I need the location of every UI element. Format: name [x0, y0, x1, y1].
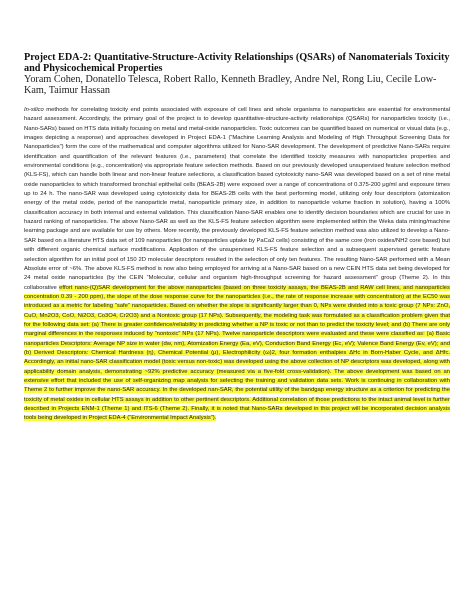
header-block — [24, 52, 450, 96]
author-list: Yoram Cohen, Donatello Telesca, Robert Rallo, Kenneth Bradley, Andre Nel, Rong Liu, Cecile Low-Kam, Taimur Hassan — [24, 74, 437, 96]
abstract-paragraph — [24, 106, 450, 424]
abstract-highlighted-text: effort nano-(Q)SAR development for the above nanoparticles (based on three toxicity assays, the BEAS-2B and RAW cell lines, and nanoparticles concentration 0.39 - 200 ppm), the slope of the dose response curve for the nanoparticles (i.e., the rate of response increase with concentration) at the EC50 was introduced as a metric for labeling “safe” nanoparticles. Based on whether the slope is significantly larger than 0, NPs were divided into a toxic group (7 NPs: ZnO, CuO, Mn2O3, CoO, Ni2O3, Co3O4, Cr2O3) and a Nontoxic group (17 NPs). Subsequently, the modeling task was formulated as a classification problem given that for the following data set: (a) There is greater confidence/reliability in predicting whether a NP is toxic or not than to predict the toxicity level; and (b) There are only marginal differences in the responses induced by “nontoxic” NPs (17 NPs). Twelve nanoparticle descriptors were evaluated and these were classified as: (a) Basic nanoparticles Descriptors: Average NP size in water (dw, nm), Atomization Energy (Ea, eV), Conduction Band Energy (Ec, eV); Valence Band Energy (Ev, eV); and (b) Derived Descriptors: Chemical Hardness (η), Chemical Potential (μ), Electrophilicity (ω)2, four formation enthalpies ΔHc in Born-Haber Cycle, and ΔHfc. Accordingly, an initial nano-SAR classification model (toxic versus non-toxic) was developed using the above collection of NP descriptors was developed, along with applicability domain analysis, demonstrating ~92% predictive accuracy (measured via a five-fold cross-validation). The above development was based on an extensive effort that included the use of self-organizing map analysis for selecting the training and validation data sets. Work is continuing in collaboration with Theme 2 to further improve the nano-SAR accuracy. In the developed nan-SAR, the potential utility of the bandgap energy structure as a criterion for predicting the toxicity of metal oxides in cellular HTS assays in addition to other pertinent descriptors. Additional correlation of those predictions to the intact animal level is further described in Projects ENM-1 (Theme 1) and ITS-6 (Theme 2). Finally, it is noted that Nano-SARs developed in this project will be incorporated decision analysis tools being developed in Project EDA-4 (“Environmental Impact Analysis”). — [24, 284, 450, 422]
abstract-lead-italic: In-silico — [24, 107, 44, 113]
abstract-plain-text: methods for correlating toxicity end points associated with exposure of cell lines and whole organisms to nanoparticles are essential for environmental hazard assessment. Accordingly, the primary goal of the project is to develop quantitative-structure-activity relationships (QSARs) for nanoparticles toxicity (i.e., Nano-SARs) based on HTS data initially focusing on metal and metal-oxide nanoparticles. Toxic outcomes can be quantified based on numerical or visual data (e.g., images depicting a response) and approaches developed in Project EDA-1 (“Machine Learning Analysis and Modeling of High Throughput Screening Data for Nanoparticles”) form the core of the mathematical and computer algorithms utilized for Nano-SAR development. The development of predictive Nano-SARs require identification and quantification of the relevant features (i.e., parameters) that correlate the identified toxicity measures with nanoparticles properties and environmental conditions (e.g., concentration) via appropriate feature selection methods. Based on our previously developed unsupervised feature selection method (KLS-FS), which can handle both linear and non-linear feature selections, a classification based cytotoxicity nano-SAR was developed based on a set of nine metal oxide nanoparticles to which transformed bronchial epithelial cells (BEAS-2B) were exposed over a range of concentrations of 0.375-200 μg/ml and exposure times up to 24 h. The nano-SAR was developed using cytotoxicity data for BEAS-2B cells with the best performing model, utilizing only four descriptors (atomization energy of the metal oxide, period of the nanoparticle metal, nanoparticle primary size, in addition to nanoparticle volume fraction in solution), having a 100% classification accuracy in both internal and external validation. This classification Nano-SAR enables one to identify decision boundaries which are crucial for use in hazard ranking of nanoparticles. The above Nano-SAR as well as the KLS-FS feature selection algorithm were implemented within the Weka data mining/machine learning package and are available for use by others. More recently, the previously developed KLS-FS feature selection method was also utilized to develop a Nano-SAR based on a literature HTS data set of 109 nanoparticles (for nanoparticles uptake by PaCa2 cells) consisting of the same core (iron oxides/NH2 core based) but with different organic chemical surface modifications. Application of the unsupervised KLS-FS feature selection and a subsequent supervised genetic feature selection algorithm for an initial pool of 150 2D molecular descriptors resulted in the selection of only ten features. The resulting Nano-SAR performed with a Mean Absolute error of ~6%. The above KLS-FS method is now also being employed for arriving at a Nano-SAR based on a new CEIN HTS data set being developed for 24 metal oxide nanoparticles (by the CEIN “Molecular, cellular and organism high-throughput screening for hazard assessment” group (Theme 2). In this collaborative — [24, 107, 450, 291]
document-title: Project EDA-2: Quantitative-Structure-Activity Relationships (QSARs) of Nanomaterials Toxicity and Physicochemical Properties — [24, 52, 450, 74]
